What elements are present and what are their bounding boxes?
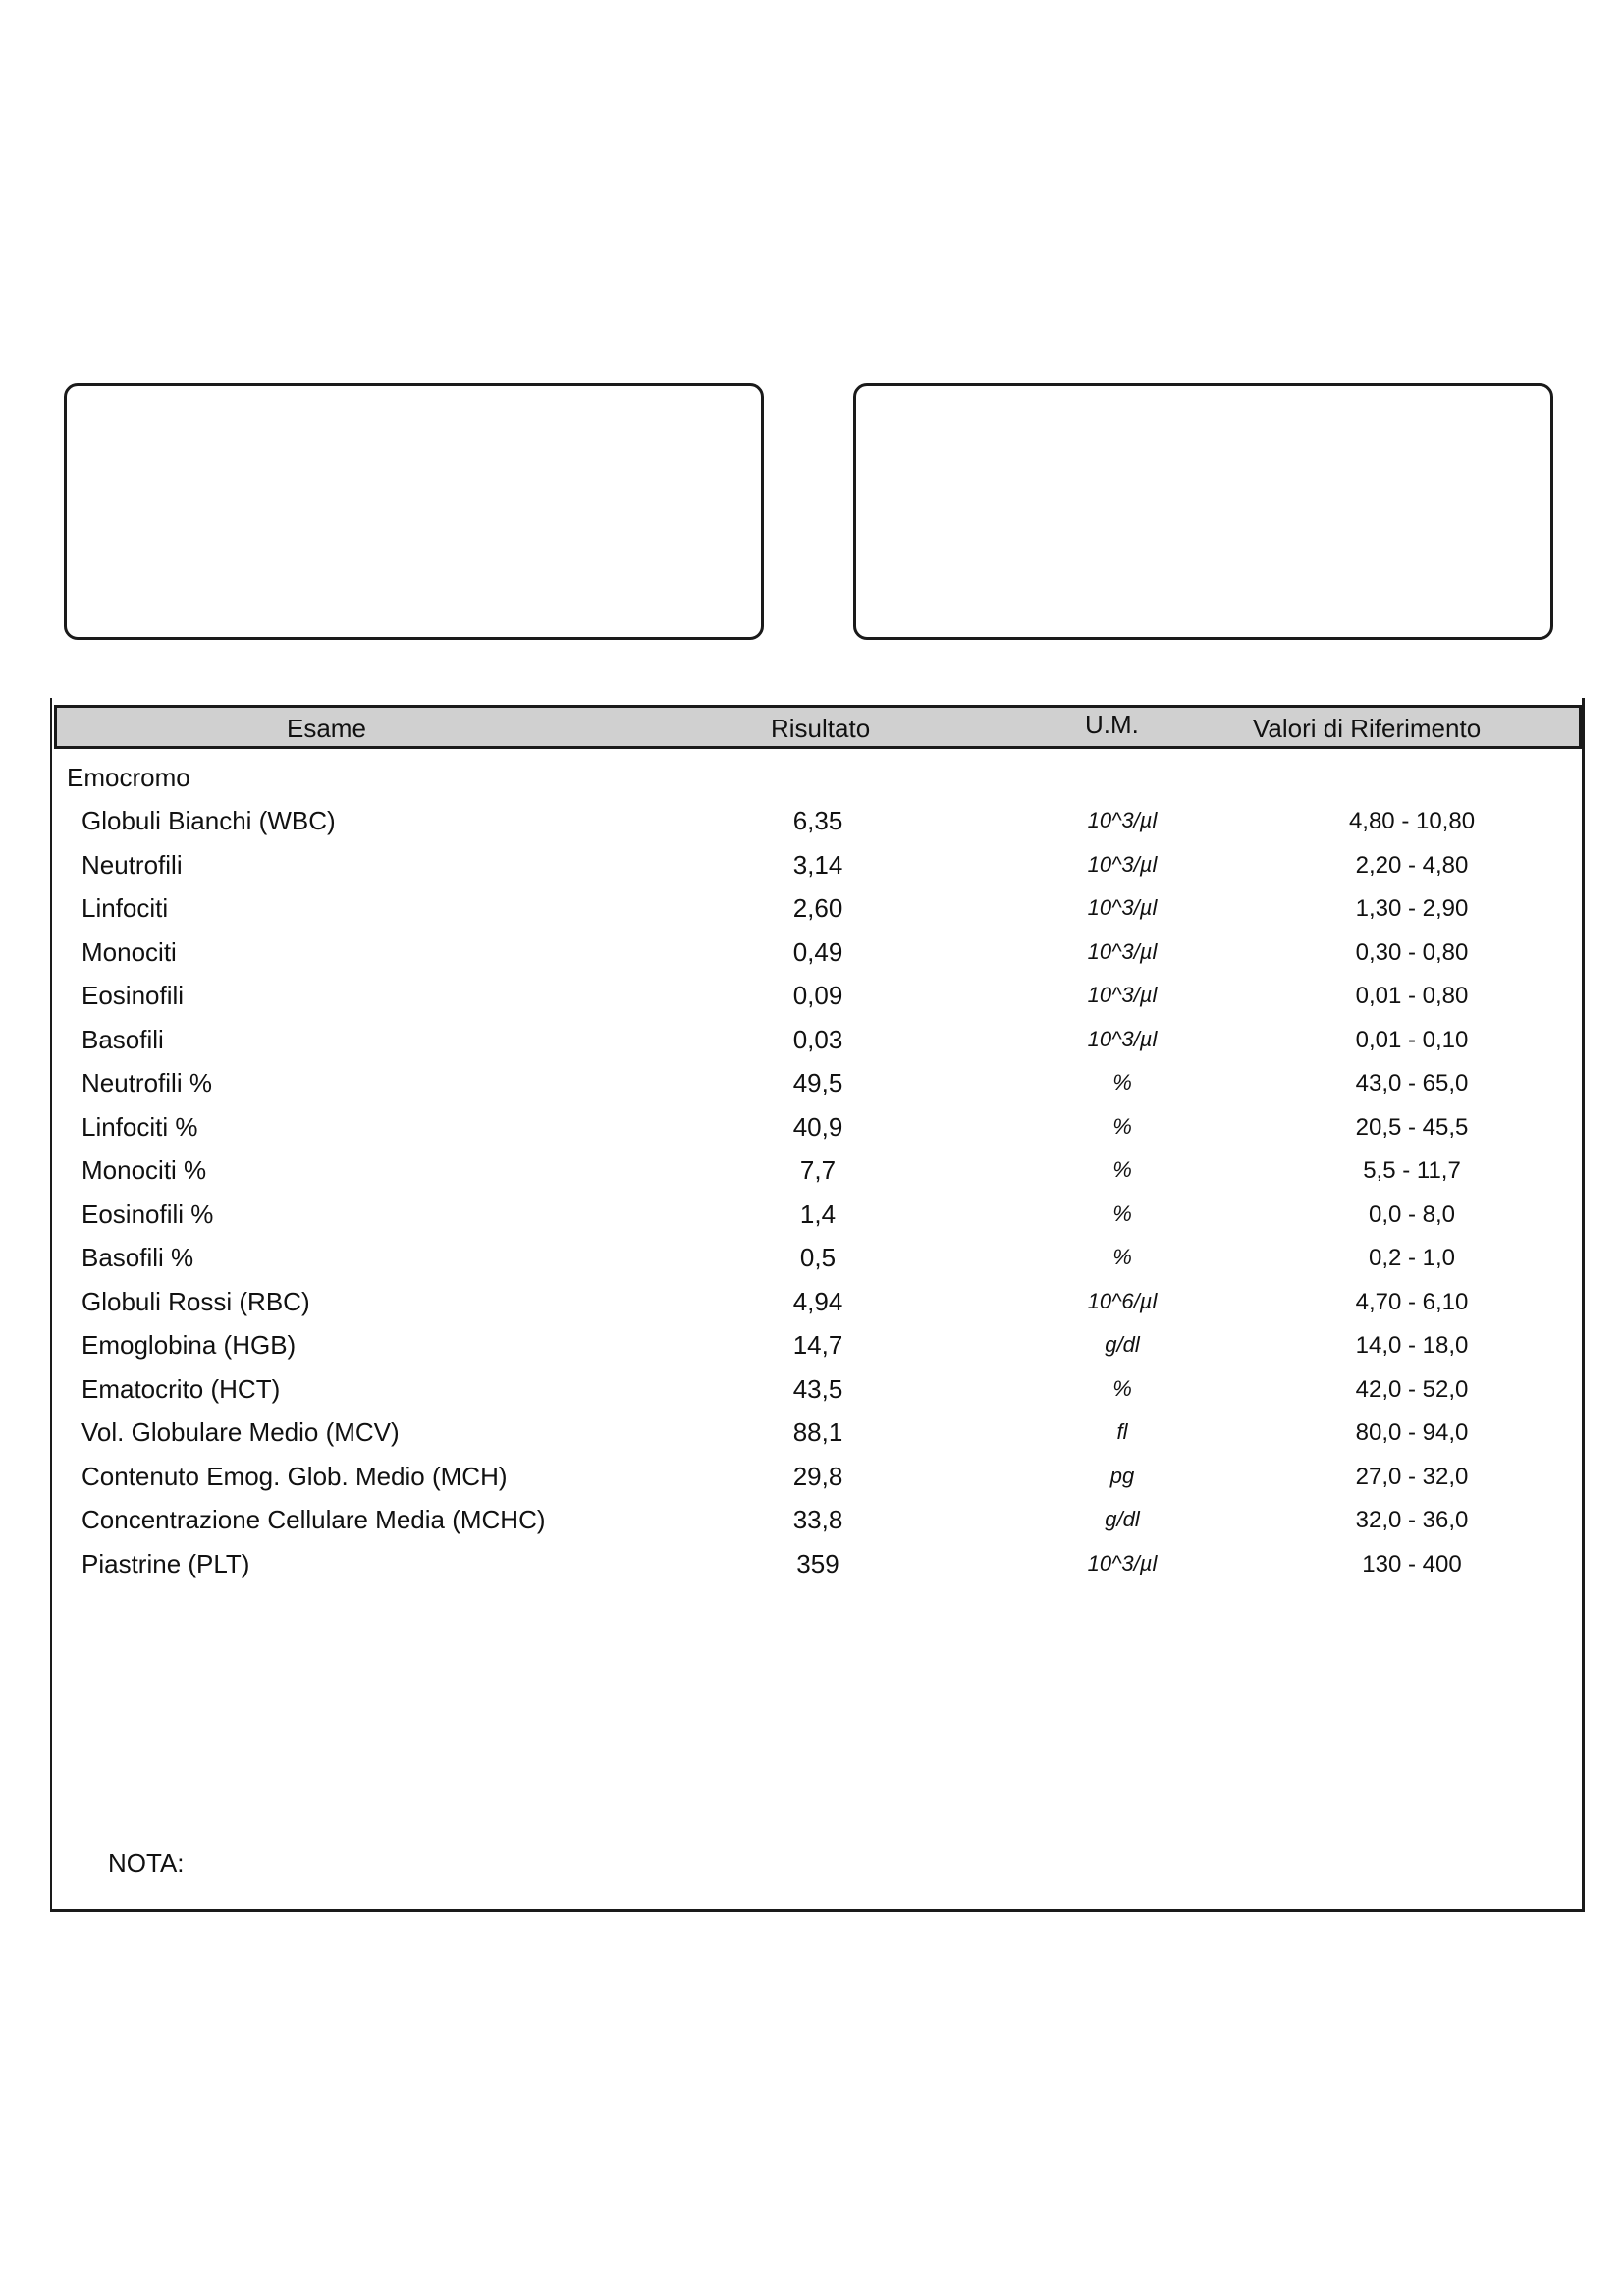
table-row: [52, 1025, 1582, 1068]
table-row: [52, 893, 1582, 936]
nota-label: NOTA:: [108, 1848, 185, 1878]
table-row: [52, 1200, 1582, 1243]
row-name: Vol. Globulare Medio (MCV): [81, 1417, 400, 1447]
row-ref: 0,30 - 0,80: [1355, 938, 1469, 966]
row-unit: 10^3/µl: [1087, 808, 1158, 832]
row-ref: 4,70 - 6,10: [1355, 1288, 1469, 1315]
row-unit: 10^3/µl: [1087, 895, 1158, 920]
row-result: 0,5: [799, 1243, 837, 1272]
row-result: 88,1: [792, 1417, 843, 1447]
row-unit: %: [1112, 1070, 1132, 1095]
table-row: [52, 1462, 1582, 1505]
row-ref: 2,20 - 4,80: [1355, 851, 1469, 879]
row-ref: 4,80 - 10,80: [1348, 808, 1476, 834]
header-valori: Valori di Riferimento: [1253, 714, 1482, 743]
table-row: [52, 850, 1582, 893]
table-row: [52, 1417, 1582, 1461]
row-ref: 1,30 - 2,90: [1355, 895, 1469, 922]
row-unit: 10^3/µl: [1087, 1026, 1158, 1051]
row-name: Concentrazione Cellulare Media (MCHC): [81, 1505, 546, 1534]
row-name: Neutrofili: [81, 849, 183, 880]
row-result: 14,7: [792, 1330, 843, 1360]
row-result: 0,03: [792, 1024, 843, 1054]
table-row: [52, 1287, 1582, 1330]
row-unit: 10^3/µl: [1087, 983, 1158, 1007]
header-risultato: Risultato: [771, 714, 871, 743]
row-ref: 43,0 - 65,0: [1355, 1070, 1469, 1096]
table-row: [52, 806, 1582, 849]
row-unit: 10^3/µl: [1087, 1550, 1158, 1575]
header-esame: Esame: [287, 714, 366, 743]
row-result: 359: [796, 1548, 839, 1578]
row-ref: 0,01 - 0,10: [1355, 1026, 1469, 1053]
patient-info-box: [64, 383, 764, 640]
row-name: Linfociti %: [81, 1111, 198, 1142]
results-table: [50, 698, 1585, 1912]
row-name: Neutrofili %: [81, 1068, 212, 1097]
row-name: Ematocrito (HCT): [81, 1373, 281, 1404]
table-row: [52, 1243, 1582, 1286]
section-title: Emocromo: [67, 763, 190, 792]
row-result: 43,5: [792, 1373, 843, 1404]
row-result: 29,8: [792, 1461, 843, 1491]
row-unit: 10^6/µl: [1087, 1288, 1158, 1313]
row-ref: 42,0 - 52,0: [1355, 1375, 1469, 1403]
table-row: [52, 1374, 1582, 1417]
row-ref: 5,5 - 11,7: [1363, 1157, 1461, 1184]
table-row: [52, 981, 1582, 1024]
row-name: Monociti %: [81, 1155, 207, 1185]
table-row: [52, 1068, 1582, 1111]
row-result: 4,94: [792, 1286, 843, 1316]
row-result: 2,60: [792, 893, 843, 923]
row-name: Basofili: [81, 1024, 164, 1054]
row-unit: 10^3/µl: [1087, 851, 1158, 877]
table-row: [52, 1330, 1582, 1373]
row-name: Monociti: [81, 936, 177, 967]
row-name: Piastrine (PLT): [81, 1548, 250, 1578]
row-unit: fl: [1116, 1419, 1128, 1444]
row-ref: 80,0 - 94,0: [1355, 1419, 1469, 1446]
table-row: [52, 937, 1582, 981]
row-ref: 0,0 - 8,0: [1368, 1201, 1456, 1228]
row-result: 40,9: [792, 1111, 843, 1142]
row-unit: %: [1112, 1245, 1132, 1269]
row-name: Globuli Bianchi (WBC): [81, 806, 336, 835]
row-result: 7,7: [799, 1155, 837, 1185]
row-result: 1,4: [799, 1199, 837, 1229]
row-result: 3,14: [792, 849, 843, 880]
row-unit: 10^3/µl: [1087, 938, 1158, 964]
row-ref: 27,0 - 32,0: [1355, 1463, 1469, 1490]
table-row: [52, 1112, 1582, 1155]
row-unit: %: [1112, 1157, 1132, 1182]
row-ref: 14,0 - 18,0: [1355, 1332, 1469, 1359]
header-um: U.M.: [1085, 710, 1139, 739]
table-row: [52, 1505, 1582, 1548]
row-name: Linfociti: [81, 893, 169, 923]
row-unit: pg: [1109, 1463, 1135, 1488]
row-unit: %: [1112, 1375, 1132, 1401]
row-result: 6,35: [792, 806, 843, 835]
table-row: [52, 1155, 1582, 1199]
table-row: [52, 1549, 1582, 1592]
row-name: Emoglobina (HGB): [81, 1330, 297, 1360]
row-name: Globuli Rossi (RBC): [81, 1286, 310, 1316]
row-result: 33,8: [792, 1505, 843, 1534]
row-name: Eosinofili %: [81, 1199, 214, 1229]
row-unit: g/dl: [1105, 1332, 1140, 1357]
row-name: Eosinofili: [81, 981, 185, 1010]
row-unit: g/dl: [1105, 1507, 1140, 1531]
address-info-box: [853, 383, 1553, 640]
row-ref: 130 - 400: [1362, 1550, 1462, 1577]
row-ref: 32,0 - 36,0: [1355, 1507, 1469, 1533]
row-unit: %: [1112, 1201, 1132, 1226]
row-ref: 0,2 - 1,0: [1368, 1245, 1456, 1271]
row-name: Contenuto Emog. Glob. Medio (MCH): [81, 1461, 508, 1491]
row-result: 0,09: [792, 981, 843, 1010]
row-result: 49,5: [792, 1068, 843, 1097]
row-unit: %: [1112, 1113, 1132, 1139]
row-ref: 0,01 - 0,80: [1355, 983, 1469, 1009]
row-ref: 20,5 - 45,5: [1355, 1113, 1469, 1141]
table-header: [54, 705, 1582, 749]
row-result: 0,49: [792, 936, 843, 967]
row-name: Basofili %: [81, 1243, 194, 1272]
